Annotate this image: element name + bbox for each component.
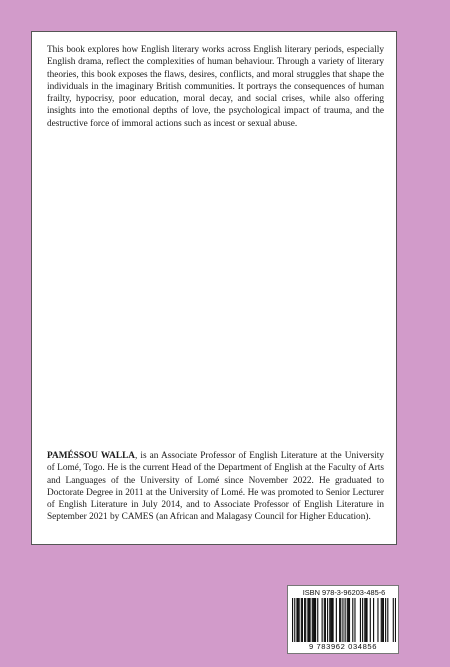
barcode-label [287, 585, 399, 654]
barcode-bar [347, 598, 348, 642]
barcode-bar [310, 598, 311, 642]
barcode-bar [377, 598, 378, 642]
barcode-bar [364, 598, 365, 642]
barcode-bar [370, 598, 371, 642]
barcode-bar [348, 598, 349, 642]
book-description: This book explores how English literary works across English literary periods, especially English drama, reflect the complexities of human behaviour. Through a variety of literary theories, this book exposes the flaws, desires, conflicts, and moral struggles that shape the individuals in the imaginary British communities. It portrays the consequences of human frailty, hypocrisy, poor education, moral decay, and social crises, while also offering insights into the emotional depths of love, the psychological impact of trauma, and the destructive force of immoral actions such as incest or sexual abuse. [47, 45, 384, 129]
barcode-bar [315, 598, 316, 642]
barcode-bar [294, 598, 295, 642]
barcode-bar [329, 598, 330, 642]
barcode-bar [331, 598, 332, 642]
isbn-text: ISBN 978-3-96203-485-6 [302, 588, 386, 597]
barcode-bar [327, 598, 328, 642]
barcode-bar [383, 598, 384, 642]
barcode-bar [354, 598, 355, 642]
barcode-bar [296, 598, 297, 642]
barcode-digits: 9 783962 034856 [308, 642, 378, 651]
barcode-bar [345, 598, 346, 642]
barcode-bar [336, 598, 337, 642]
barcode-bar [305, 598, 306, 642]
barcode-bar [330, 598, 331, 642]
back-cover-panel [31, 31, 397, 545]
barcode-bar [324, 598, 325, 642]
barcode-bar [395, 598, 396, 642]
author-biography [47, 450, 384, 524]
barcode-image [292, 598, 396, 642]
barcode-bar [362, 598, 363, 642]
barcode-bar [325, 598, 326, 642]
barcode-bar [302, 598, 303, 642]
barcode-bar [382, 598, 383, 642]
barcode-bar [360, 598, 361, 642]
barcode-bar [317, 598, 318, 642]
barcode-bar [339, 598, 340, 642]
barcode-bar [385, 598, 386, 642]
barcode-bar [292, 598, 293, 642]
barcode-bar [393, 598, 394, 642]
barcode-bar [349, 598, 350, 642]
barcode-bar [333, 598, 334, 642]
barcode-bar [304, 598, 305, 642]
barcode-bar [307, 598, 308, 642]
barcode-bar [365, 598, 366, 642]
barcode-bar [313, 598, 314, 642]
barcode-bar [299, 598, 300, 642]
barcode-bar [366, 598, 367, 642]
barcode-bar [314, 598, 315, 642]
barcode-bar [301, 598, 302, 642]
barcode-bar [352, 598, 353, 642]
barcode-bar [312, 598, 313, 642]
barcode-bar [322, 598, 323, 642]
barcode-bar [308, 598, 309, 642]
barcode-bar [342, 598, 343, 642]
barcode-bar [373, 598, 374, 642]
author-bio-text: , is an Associate Professor of English Literature at the University of Lomé, Togo. He is the current Head of the Department of English at the Faculty of Arts and Languages of the University of Lomé since November 2022. He graduated to Doctorate Degree in 2011 at the University of Lomé. He was promoted to Senior Lecturer of English Literature in July 2014, and to Associate Professor of English Literature in September 2021 by CAMES (an African and Malagasy Council for Higher Education). [47, 451, 385, 523]
barcode-bar [297, 598, 298, 642]
barcode-bar [340, 598, 341, 642]
barcode-bar [381, 598, 382, 642]
author-name: PAMÉSSOU WALLA [47, 451, 135, 461]
barcode-bar [387, 598, 388, 642]
